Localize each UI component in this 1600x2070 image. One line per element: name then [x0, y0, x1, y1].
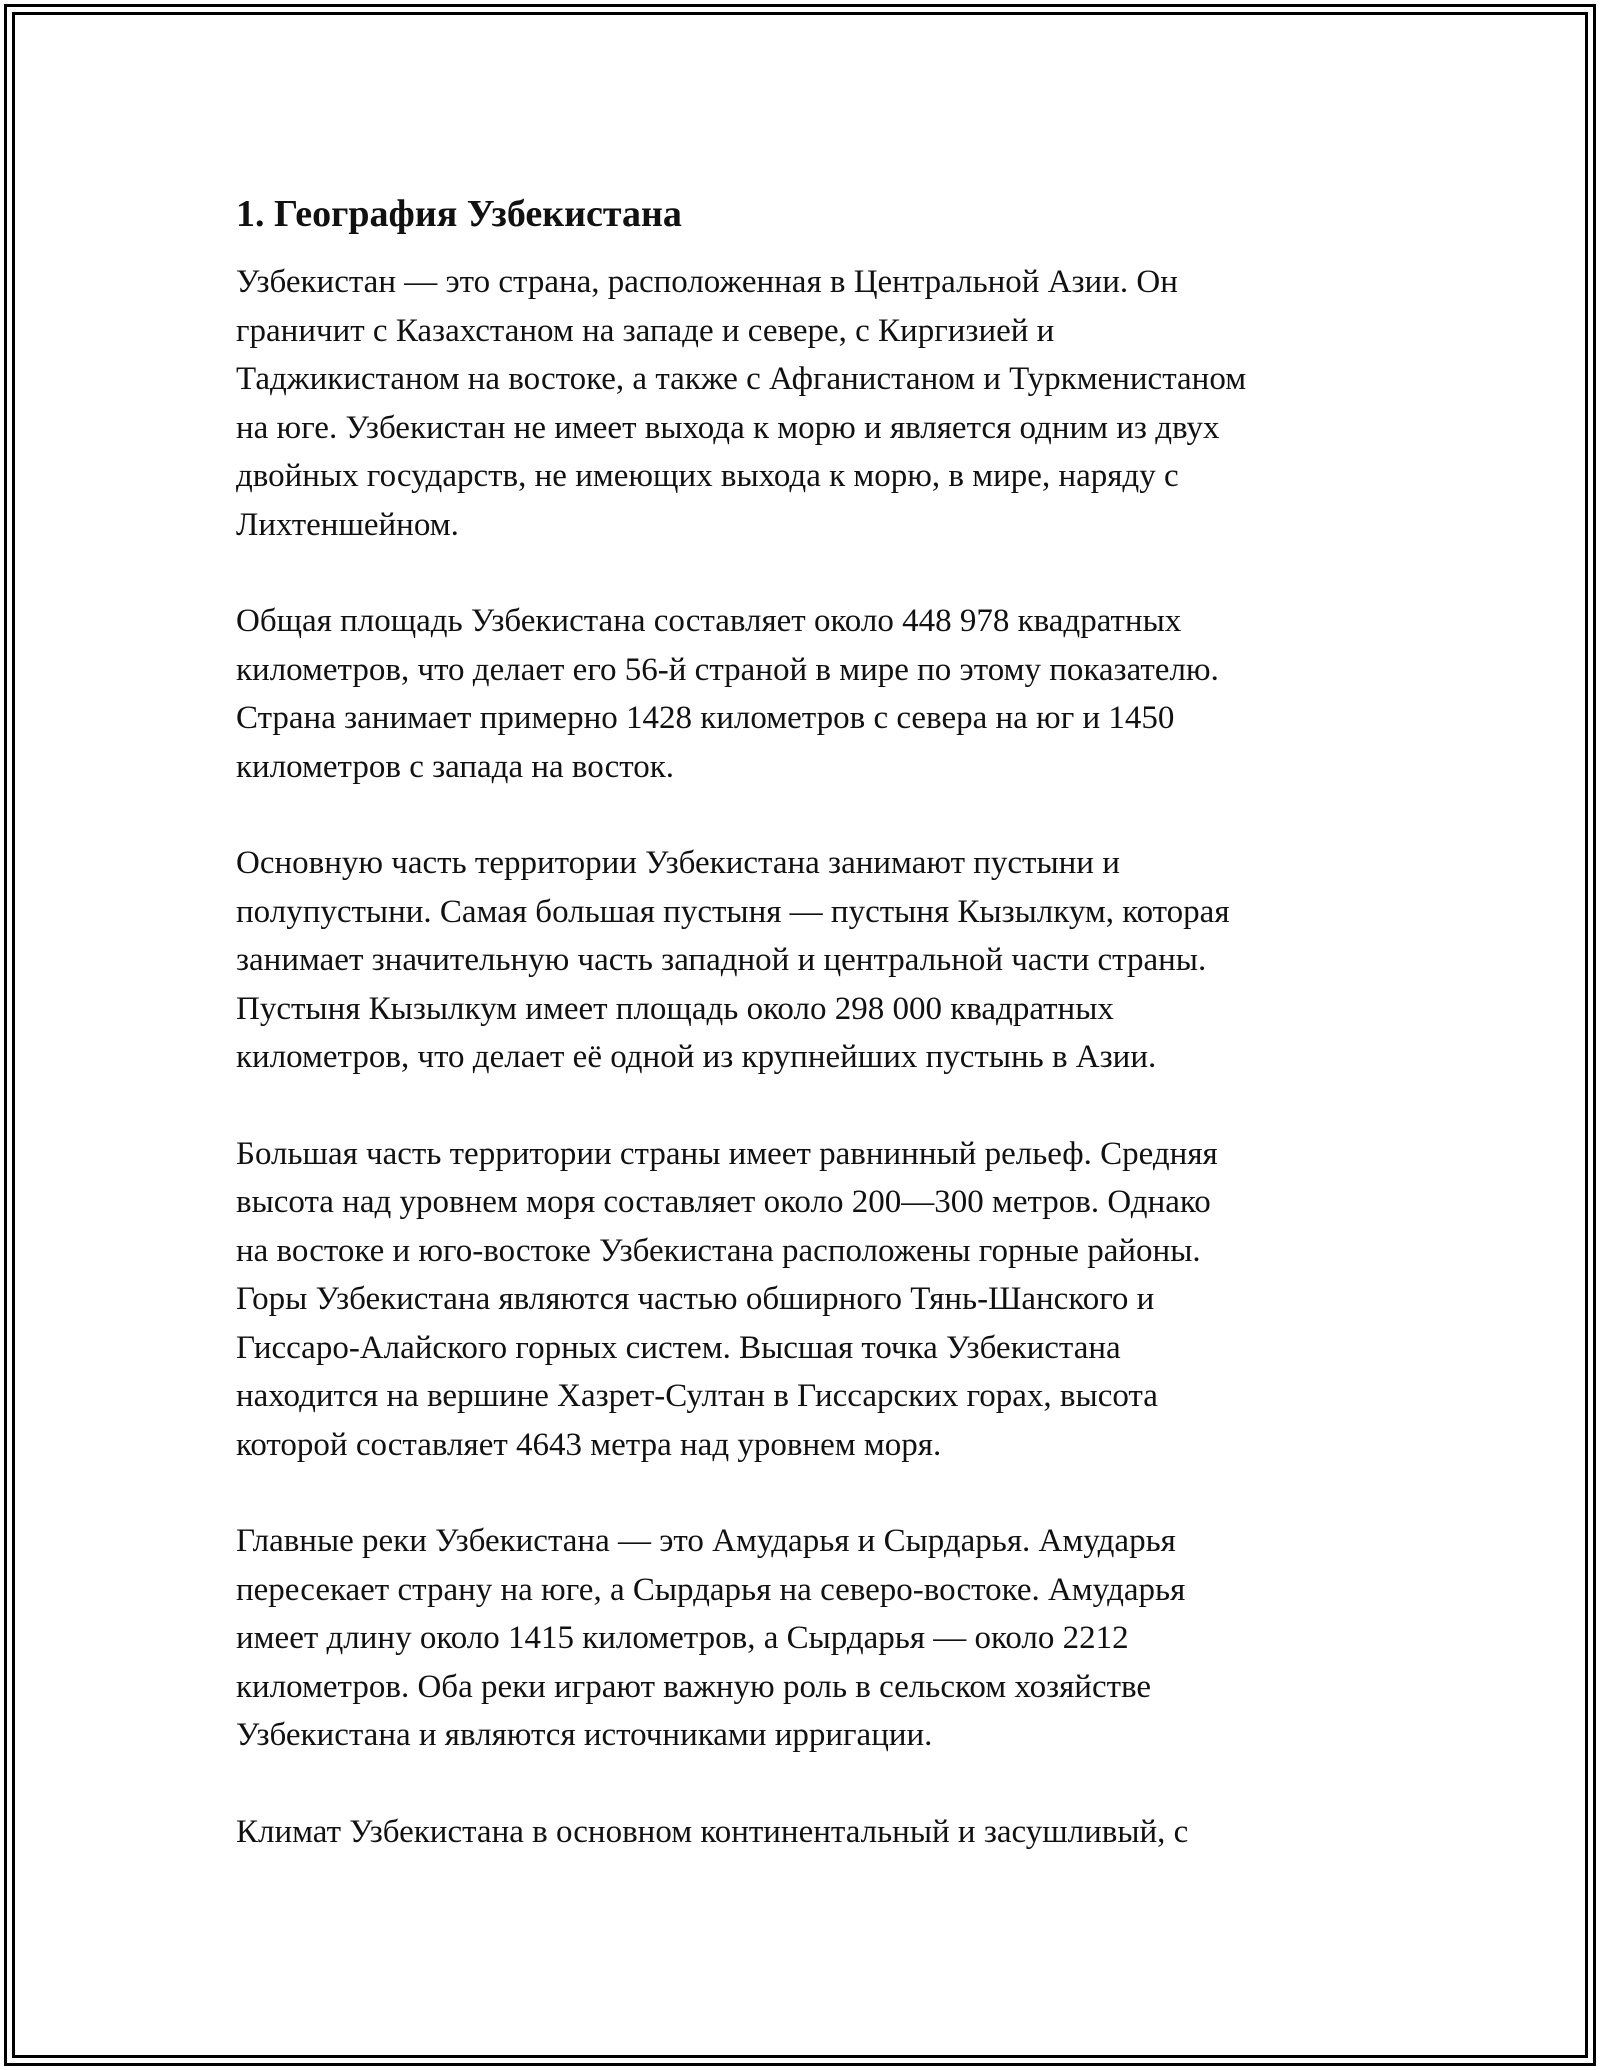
text-line: двойных государств, не имеющих выхода к морю, в мире, наряду с — [236, 458, 1179, 494]
text-line: Общая площадь Узбекистана составляет около 448 978 квадратных — [236, 603, 1182, 639]
text-line: Пустыня Кызылкум имеет площадь около 298 000 квадратных — [236, 990, 1114, 1027]
text-line: пересекает страну на юге, а Сырдарья на северо-востоке. Амударья — [236, 1571, 1186, 1608]
section-title: 1. География Узбекистана — [236, 193, 682, 235]
text-line: Страна занимает примерно 1428 километров с севера на юг и 1450 — [236, 700, 1175, 736]
text-line: Лихтеншейном. — [236, 506, 459, 543]
text-line: километров. Оба реки играют важную роль в сельском хозяйстве — [236, 1668, 1152, 1705]
paragraph-area — [236, 597, 1386, 791]
paragraph-borders — [236, 258, 1386, 549]
text-line: на востоке и юго-востоке Узбекистана расположены горные районы. — [236, 1232, 1201, 1269]
text-line: находится на вершине Хазрет-Султан в Гиссарских горах, высота — [236, 1378, 1158, 1414]
text-line: Горы Узбекистана являются частью обширного Тянь-Шанского и — [236, 1281, 1155, 1317]
text-line: километров с запада на восток. — [236, 748, 675, 785]
text-line: Главные реки Узбекистана — это Амударья и Сырдарья. Амударья — [236, 1523, 1176, 1559]
text-line: Основную часть территории Узбекистана занимают пустыни и — [236, 845, 1120, 881]
text-line: Узбекистана и являются источниками ирригации. — [236, 1717, 933, 1753]
text-line: граничит с Казахстаном на западе и севере, с Киргизией и — [236, 312, 1055, 349]
document-body — [236, 188, 1386, 1904]
text-line: занимает значительную часть западной и центральной части страны. — [236, 942, 1207, 978]
text-line: Узбекистан — это страна, расположенная в Центральной Азии. Он — [236, 264, 1178, 300]
text-line: Таджикистаном на востоке, а также с Афганистаном и Туркменистаном — [236, 361, 1247, 397]
text-line: высота над уровнем моря составляет около 200—300 метров. Однако — [236, 1184, 1211, 1220]
paragraph-climate — [236, 1808, 1386, 1857]
text-line: полупустыни. Самая большая пустыня — пустыня Кызылкум, которая — [236, 893, 1230, 930]
text-line: имеет длину около 1415 километров, а Сырдарья — около 2212 — [236, 1620, 1129, 1656]
text-line: Гиссаро-Алайского горных систем. Высшая точка Узбекистана — [236, 1329, 1121, 1366]
paragraph-rivers — [236, 1517, 1386, 1760]
paragraph-deserts — [236, 839, 1386, 1082]
paragraph-relief — [236, 1130, 1386, 1470]
text-line: километров, что делает его 56-й страной в мире по этому показателю. — [236, 651, 1219, 688]
text-line: километров, что делает её одной из крупнейших пустынь в Азии. — [236, 1039, 1157, 1075]
text-line: Большая часть территории страны имеет равнинный рельеф. Средняя — [236, 1135, 1218, 1172]
text-line: которой составляет 4643 метра над уровнем моря. — [236, 1426, 942, 1463]
text-line: на юге. Узбекистан не имеет выхода к морю и является одним из двух — [236, 409, 1220, 446]
text-line: Климат Узбекистана в основном континентальный и засушливый, с — [236, 1813, 1189, 1850]
